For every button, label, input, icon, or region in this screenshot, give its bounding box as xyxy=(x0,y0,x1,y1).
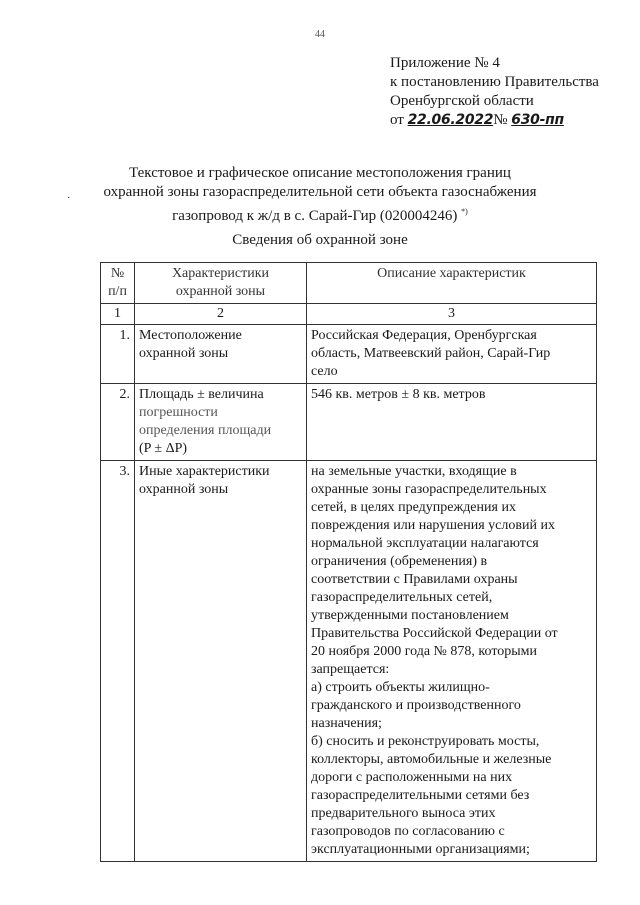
description-line: б) сносить и реконструировать мосты, xyxy=(311,734,540,749)
appendix-no-sign: № xyxy=(493,112,508,128)
description-line: газораспределительными сетями без xyxy=(311,788,530,803)
appendix-number: Приложение № 4 xyxy=(390,55,500,71)
appendix-authority: Оренбургской области xyxy=(390,93,534,109)
description-line: назначения; xyxy=(311,716,382,731)
table-header-row xyxy=(101,263,597,304)
description-line: запрещается: xyxy=(311,662,390,677)
title-line-2: охранной зоны газораспределительной сети объекта газоснабжения xyxy=(103,184,537,200)
description-line: газопроводов по согласованию с xyxy=(311,824,505,839)
page-number: 44 xyxy=(315,29,325,40)
appendix-from: от xyxy=(390,112,404,128)
description-line: коллекторы, автомобильные и железные xyxy=(311,752,552,767)
appendix-resolution: к постановлению Правительства xyxy=(390,74,599,90)
row-name: Местоположение охранной зоны xyxy=(135,325,307,384)
description-line: а) строить объекты жилищно- xyxy=(311,680,490,695)
description-line: на земельные участки, входящие в xyxy=(311,464,517,479)
description-line: ограничения (обременения) в xyxy=(311,554,488,569)
description-line: эксплуатационными организациями; xyxy=(311,842,530,857)
header-characteristics: Характеристики охранной зоны xyxy=(135,263,307,304)
table-index-row xyxy=(101,304,597,325)
stray-dot-mark: · xyxy=(67,193,71,204)
description-line: соответствии с Правилами охраны xyxy=(311,572,518,587)
description-line: нормальной эксплуатации налагаются xyxy=(311,536,539,551)
header-description: Описание характеристик xyxy=(307,263,597,304)
description-line: дороги с расположенными на них xyxy=(311,770,513,785)
row-number: 2. xyxy=(101,384,135,461)
document-title xyxy=(60,164,580,226)
description-line: газораспределительных сетей, xyxy=(311,590,493,605)
index-cell: 2 xyxy=(135,304,307,325)
footnote-mark: *) xyxy=(461,207,468,216)
header-num: № п/п xyxy=(101,263,135,304)
table-row xyxy=(101,461,597,862)
table-row xyxy=(101,325,597,384)
row-name: Площадь ± величина погрешности определения площади (P ± ΔP) xyxy=(135,384,307,461)
appendix-doc-number: 630-пп xyxy=(511,112,564,128)
row-name: Иные характеристики охранной зоны xyxy=(135,461,307,862)
description-line: 20 ноября 2000 года № 878, которыми xyxy=(311,644,538,659)
title-line-3: газопровод к ж/д в с. Сарай-Гир (020004246) *) xyxy=(172,207,468,224)
description-line: повреждения или нарушения условий их xyxy=(311,518,555,533)
zone-info-table xyxy=(100,262,597,862)
appendix-date-line xyxy=(390,111,630,130)
section-title: Сведения об охранной зоне xyxy=(232,232,408,248)
index-cell: 3 xyxy=(307,304,597,325)
index-cell: 1 xyxy=(101,304,135,325)
row-number: 3. xyxy=(101,461,135,862)
description-line: предварительного выноса этих xyxy=(311,806,496,821)
row-description: 546 кв. метров ± 8 кв. метров xyxy=(307,384,597,461)
appendix-date: 22.06.2022 xyxy=(407,112,494,128)
title-line-1: Текстовое и графическое описание местоположения границ xyxy=(129,165,511,181)
description-line: сетей, в целях предупреждения их xyxy=(311,500,516,515)
description-line: Правительства Российской Федерации от xyxy=(311,626,558,641)
appendix-header xyxy=(390,54,630,130)
description-line: охранные зоны газораспределительных xyxy=(311,482,547,497)
description-line: гражданского и производственного xyxy=(311,698,521,713)
row-description: Российская Федерация, Оренбургская область, Матвеевский район, Сарай-Гир село xyxy=(307,325,597,384)
row-number: 1. xyxy=(101,325,135,384)
table-row xyxy=(101,384,597,461)
description-line: утвержденными постановлением xyxy=(311,608,509,623)
row-description xyxy=(307,461,597,862)
